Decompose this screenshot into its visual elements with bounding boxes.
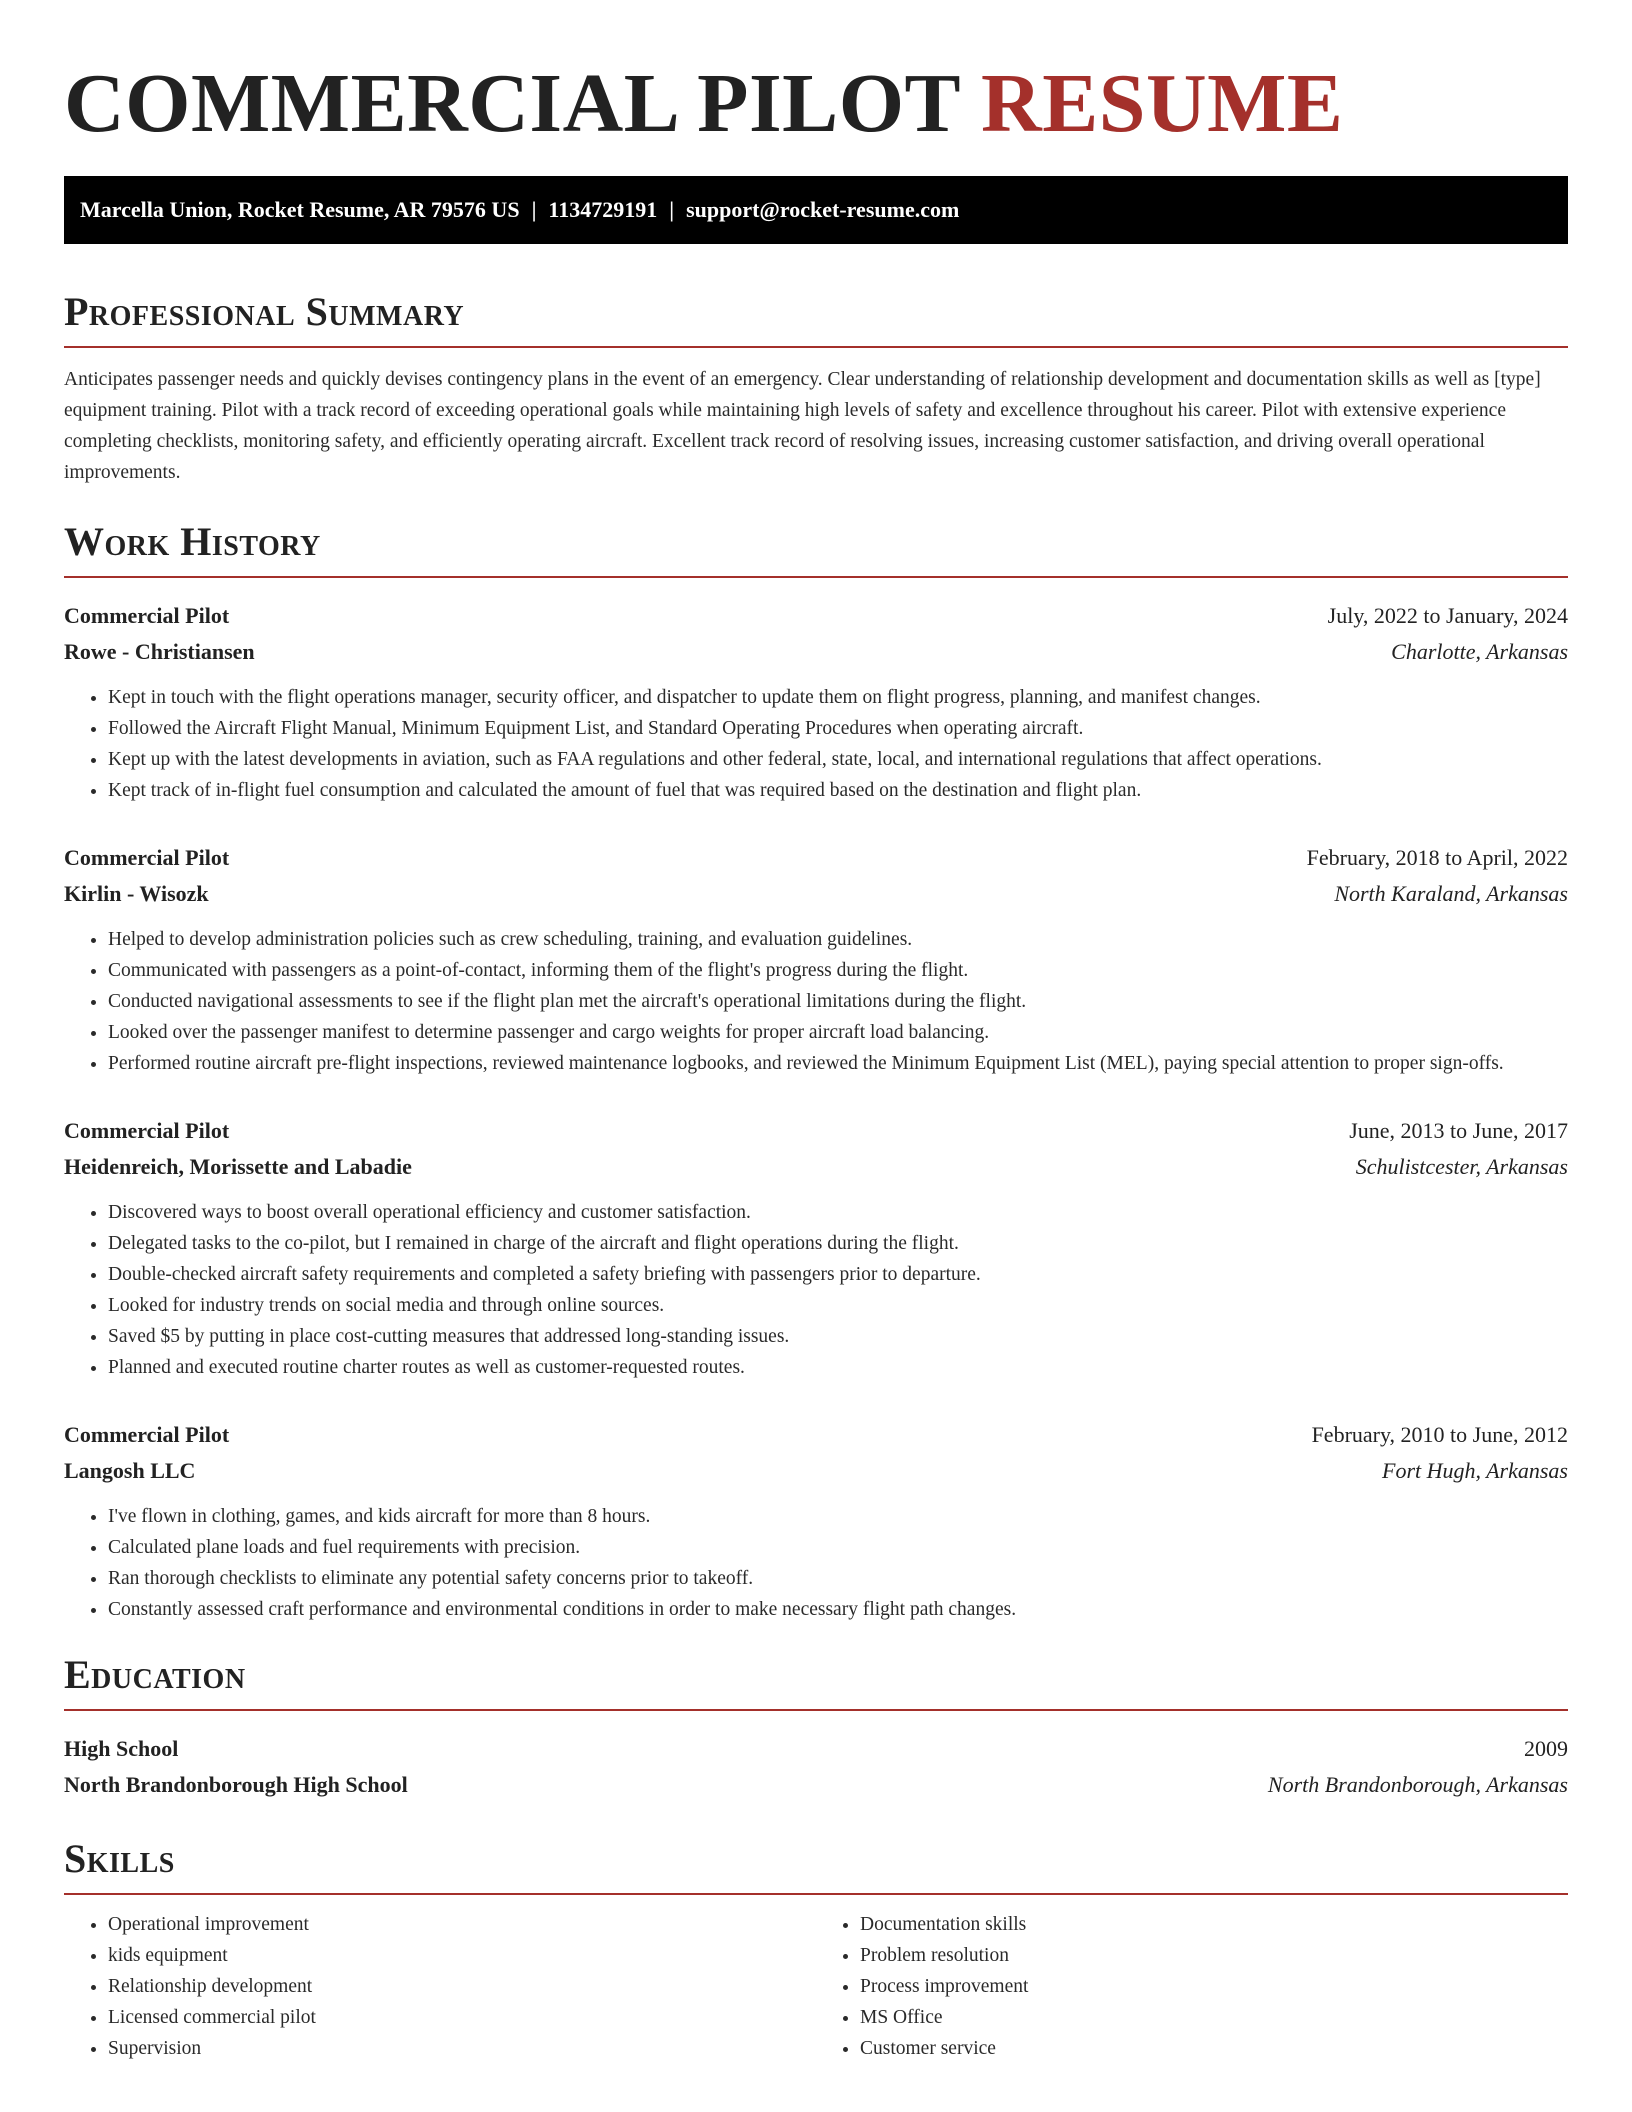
job-company-row	[64, 634, 1568, 670]
job-title: Commercial Pilot	[64, 845, 230, 870]
work-history-heading: Work History	[64, 518, 1568, 578]
job-bullets	[64, 1197, 1568, 1383]
title-accent: RESUME	[981, 57, 1344, 150]
job-dates: July, 2022 to January, 2024	[1327, 603, 1568, 628]
job-title: Commercial Pilot	[64, 1422, 230, 1447]
contact-separator: |	[531, 197, 537, 222]
skill-item: • Problem resolution	[860, 1940, 1568, 1971]
job-bullet: • Communicated with passengers as a point-of-contact, informing them of the flight's progress during the flight.	[108, 955, 1568, 986]
summary-heading: Professional Summary	[64, 288, 1568, 348]
job-bullet: • I've flown in clothing, games, and kids aircraft for more than 8 hours.	[108, 1501, 1568, 1532]
job-location: Fort Hugh, Arkansas	[1382, 1458, 1568, 1483]
education-school-row	[64, 1767, 1568, 1803]
job-bullet: • Kept track of in-flight fuel consumption and calculated the amount of fuel that was required based on the destination and flight plan.	[108, 775, 1568, 806]
title-main: COMMERCIAL PILOT	[64, 57, 960, 150]
job-bullets	[64, 1501, 1568, 1625]
job-location: Schulistcester, Arkansas	[1355, 1154, 1568, 1179]
job-bullet: • Kept in touch with the flight operations manager, security officer, and dispatcher to update them on flight progress, planning, and manifest changes.	[108, 682, 1568, 713]
job-bullet: • Saved $5 by putting in place cost-cutting measures that addressed long-standing issues.	[108, 1321, 1568, 1352]
skill-item: • Relationship development	[108, 1971, 816, 2002]
contact-separator: |	[669, 197, 675, 222]
job-company: Heidenreich, Morissette and Labadie	[64, 1154, 412, 1179]
education-degree-row	[64, 1731, 1568, 1767]
education-school: North Brandonborough High School	[64, 1772, 408, 1797]
job-dates: June, 2013 to June, 2017	[1349, 1118, 1568, 1143]
job-company: Langosh LLC	[64, 1458, 196, 1483]
job-bullet: • Ran thorough checklists to eliminate any potential safety concerns prior to takeoff.	[108, 1563, 1568, 1594]
job-company-row	[64, 1453, 1568, 1489]
skill-item: • MS Office	[860, 2002, 1568, 2033]
skill-item: • kids equipment	[108, 1940, 816, 1971]
job-title-row	[64, 1417, 1568, 1453]
education-location: North Brandonborough, Arkansas	[1267, 1772, 1568, 1797]
skill-item: • Licensed commercial pilot	[108, 2002, 816, 2033]
skill-item: • Documentation skills	[860, 1909, 1568, 1940]
skill-item: • Supervision	[108, 2033, 816, 2064]
job-company-row	[64, 1149, 1568, 1185]
job-bullets	[64, 682, 1568, 806]
resume-title	[64, 0, 1568, 176]
job-company: Rowe - Christiansen	[64, 639, 255, 664]
job-bullet: • Discovered ways to boost overall operational efficiency and customer satisfaction.	[108, 1197, 1568, 1228]
contact-email[interactable]: support@rocket-resume.com	[686, 197, 960, 222]
job-bullet: • Looked over the passenger manifest to determine passenger and cargo weights for proper aircraft load balancing.	[108, 1017, 1568, 1048]
job-bullet: • Followed the Aircraft Flight Manual, Minimum Equipment List, and Standard Operating Procedures when operating aircraft.	[108, 713, 1568, 744]
job-bullet: • Calculated plane loads and fuel requirements with precision.	[108, 1532, 1568, 1563]
skills-list	[64, 1909, 1568, 2064]
job-bullet: • Delegated tasks to the co-pilot, but I remained in charge of the aircraft and flight operations during the flight.	[108, 1228, 1568, 1259]
contact-bar	[64, 176, 1568, 244]
job-bullets	[64, 924, 1568, 1079]
job-bullet: • Conducted navigational assessments to see if the flight plan met the aircraft's operational limitations during the flight.	[108, 986, 1568, 1017]
job-title-row	[64, 1113, 1568, 1149]
job-title: Commercial Pilot	[64, 1118, 230, 1143]
skill-item: • Process improvement	[860, 1971, 1568, 2002]
contact-phone: 1134729191	[548, 197, 658, 222]
job-bullet: • Double-checked aircraft safety requirements and completed a safety briefing with passengers prior to departure.	[108, 1259, 1568, 1290]
job-location: Charlotte, Arkansas	[1391, 639, 1568, 664]
job-company-row	[64, 876, 1568, 912]
job-title: Commercial Pilot	[64, 603, 230, 628]
job-dates: February, 2010 to June, 2012	[1311, 1422, 1568, 1447]
job-location: North Karaland, Arkansas	[1334, 881, 1568, 906]
job-entry	[64, 840, 1568, 1079]
job-company: Kirlin - Wisozk	[64, 881, 209, 906]
education-year: 2009	[1524, 1736, 1568, 1761]
job-dates: February, 2018 to April, 2022	[1306, 845, 1568, 870]
job-entry	[64, 1113, 1568, 1383]
education-entry	[64, 1731, 1568, 1803]
skill-item: • Customer service	[860, 2033, 1568, 2064]
job-title-row	[64, 840, 1568, 876]
job-bullet: • Looked for industry trends on social media and through online sources.	[108, 1290, 1568, 1321]
job-entry	[64, 598, 1568, 806]
job-title-row	[64, 598, 1568, 634]
skill-item: • Operational improvement	[108, 1909, 816, 1940]
skills-column-left	[64, 1909, 816, 2064]
job-bullet: • Helped to develop administration policies such as crew scheduling, training, and evaluation guidelines.	[108, 924, 1568, 955]
job-bullet: • Performed routine aircraft pre-flight inspections, reviewed maintenance logbooks, and reviewed the Minimum Equipment List (MEL), paying special attention to proper sign-offs.	[108, 1048, 1568, 1079]
job-bullet: • Kept up with the latest developments in aviation, such as FAA regulations and other federal, state, local, and international regulations that affect operations.	[108, 744, 1568, 775]
summary-text: Anticipates passenger needs and quickly devises contingency plans in the event of an emergency. Clear understanding of relationship development and documentation skills as well as [type] equipment training. Pilot with a track record of exceeding operational goals while maintaining high levels of safety and excellence throughout his career. Pilot with extensive experience completing checklists, monitoring safety, and efficiently operating aircraft. Excellent track record of resolving issues, increasing customer satisfaction, and driving overall operational improvements.	[64, 369, 1541, 483]
skills-column-right	[816, 1909, 1568, 2064]
job-entry	[64, 1417, 1568, 1625]
job-bullet: • Planned and executed routine charter routes as well as customer-requested routes.	[108, 1352, 1568, 1383]
job-bullet: • Constantly assessed craft performance and environmental conditions in order to make necessary flight path changes.	[108, 1594, 1568, 1625]
skills-heading: Skills	[64, 1835, 1568, 1895]
contact-address: Marcella Union, Rocket Resume, AR 79576 US	[80, 197, 520, 222]
education-heading: Education	[64, 1651, 1568, 1711]
education-degree: High School	[64, 1736, 179, 1761]
